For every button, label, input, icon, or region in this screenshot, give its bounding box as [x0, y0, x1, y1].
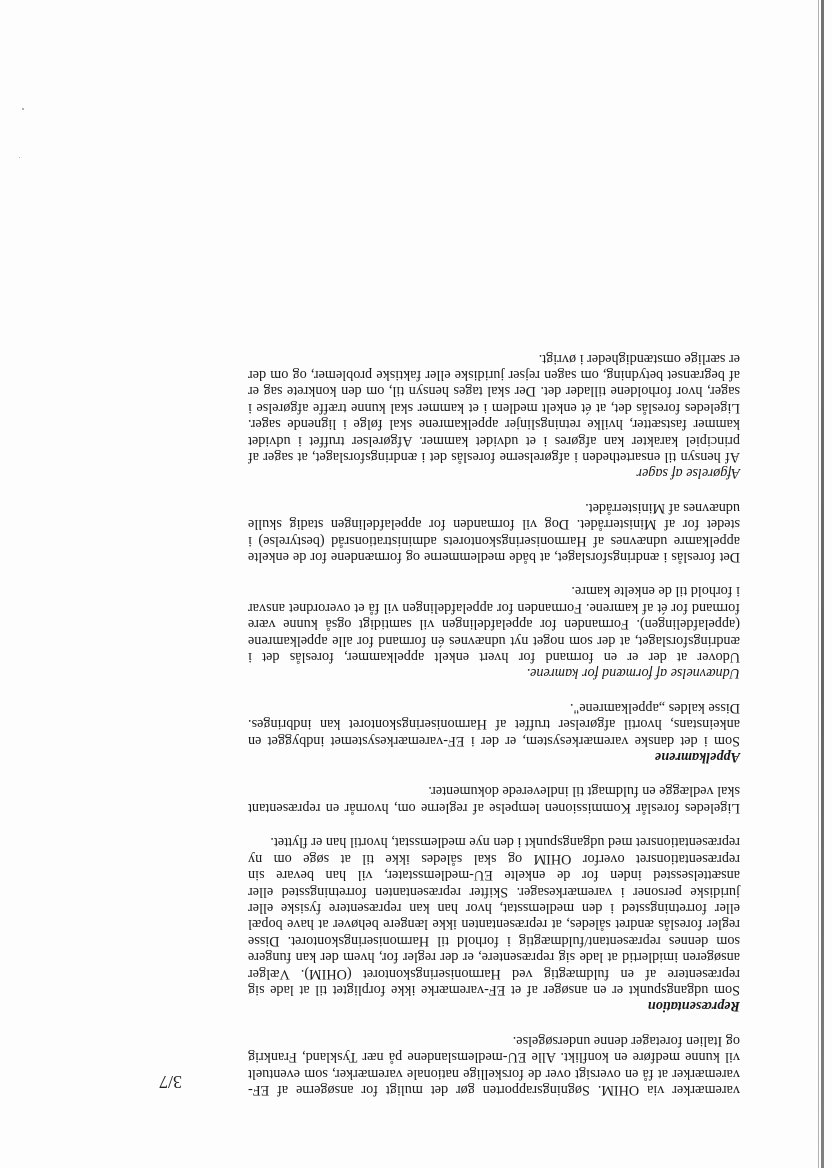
section-heading-appeal: Appelkamrene — [654, 749, 740, 766]
subheading-chair: Udnævnelse af formænd for kamrene. — [526, 665, 740, 682]
page-number: 3/7 — [158, 1072, 182, 1092]
paragraph: varemærker via OHIM. Søgningsrapporten gør det muligt for ansøgerne af EF-varemærker at få en oversigt over de forskellige nationale varemærker, som eventuelt vil kunne medføre en konflikt. Alle EU-medlemslandene på nær Tyskland, Frankrig og Italien foretager denne undersøgelse. — [248, 1032, 740, 1098]
paragraph: Det foreslås i ændringsforslaget, at både medlemmerne og formændene for de enkelte appelkamre udnævnes af Harmoniseringskontorets administrationsråd (bestyrelse) i stedet for af Ministerrådet. Dog vil formanden for appelafdelingen stadig skulle udnævnes af Ministerrådet. — [248, 499, 740, 566]
paragraph: Som udgangspunkt er en ansøger af et EF-varemærke ikke forpligtet til at lade sig repræsentere af en fuldmægtig ved Harmoniseringskontoret (OHIM). Vælger ansøgeren imidlertid at lade sig repræsentere, er der regler for, hvem der kan fungere som dennes repræsentant/fuldmægtig i forhold til Harmoniseringskontoret. Disse regler foreslås ændret således, at repræsentanten ikke længere behøver at have bopæl eller forretningssted i den medlemsstat, hvor han kan repræsentere fysiske eller juridiske personer i varemærkesager. Skifter repræsentanten forretningssted eller ansættelsessted inden for de enkelte EU-medlemsstater, vil han bevare sin repræsentationsret overfor OHIM og skal således ikke til at søge om ny repræsentationsret med udgangspunkt i den nye medlemsstat, hvortil han er flyttet. — [248, 834, 740, 998]
subheading-decision: Afgørelse af sager — [636, 465, 740, 482]
scan-border-line — [818, 0, 819, 1168]
section-heading-representation: Repræsentation — [647, 998, 740, 1015]
paragraph: Udover at der er en formand for hvert enkelt appelkammer, foreslås det i ændringsforslaget, at der som noget nyt udnævnes én formand for alle appelkamrene (appelafdelingen). Formanden for appelafdelingen vil samtidigt også kunne være formand for ét af kamrene. Formanden for appelafdelingen vil få et overordnet ansvar i forhold til de enkelte kamre. — [248, 583, 740, 666]
scan-border — [821, 0, 824, 1168]
paragraph: Som i det danske varemærkesystem, er der i EF-varemærkesystemet indbygget en ankeinstans, hvortil afgørelser truffet af Harmoniseringskontoret kan indbringes. Disse kaldes „appelkamrene". — [248, 699, 740, 749]
scan-speck — [22, 108, 24, 110]
document-body — [248, 350, 740, 1098]
paragraph: Ligeledes foreslår Kommissionen lempelse af reglerne om, hvornår en repræsentant skal vedlægge en fuldmagt til indleverede dokumenter. — [248, 783, 740, 816]
paragraph: Af hensyn til ensartetheden i afgørelserne foreslås det i ændringsforslaget, at sager af principiel karakter kan afgøres i et udvidet kammer. Afgørelser truffet i udvidet kammer fastsætter, hvilke retningslinjer appelkamrene skal følge i lignende sager. Ligeledes foreslås det, at ét enkelt medlem i et kammer skal kunne træffe afgørelse i sager, hvor forholdene tillader det. Der skal tages hensyn til, om den konkrete sag er af begrænset betydning, om sagen rejser juridiske eller faktiske problemer, og om der er særlige omstændigheder i øvrigt. — [248, 350, 740, 465]
scan-speck — [19, 157, 20, 158]
